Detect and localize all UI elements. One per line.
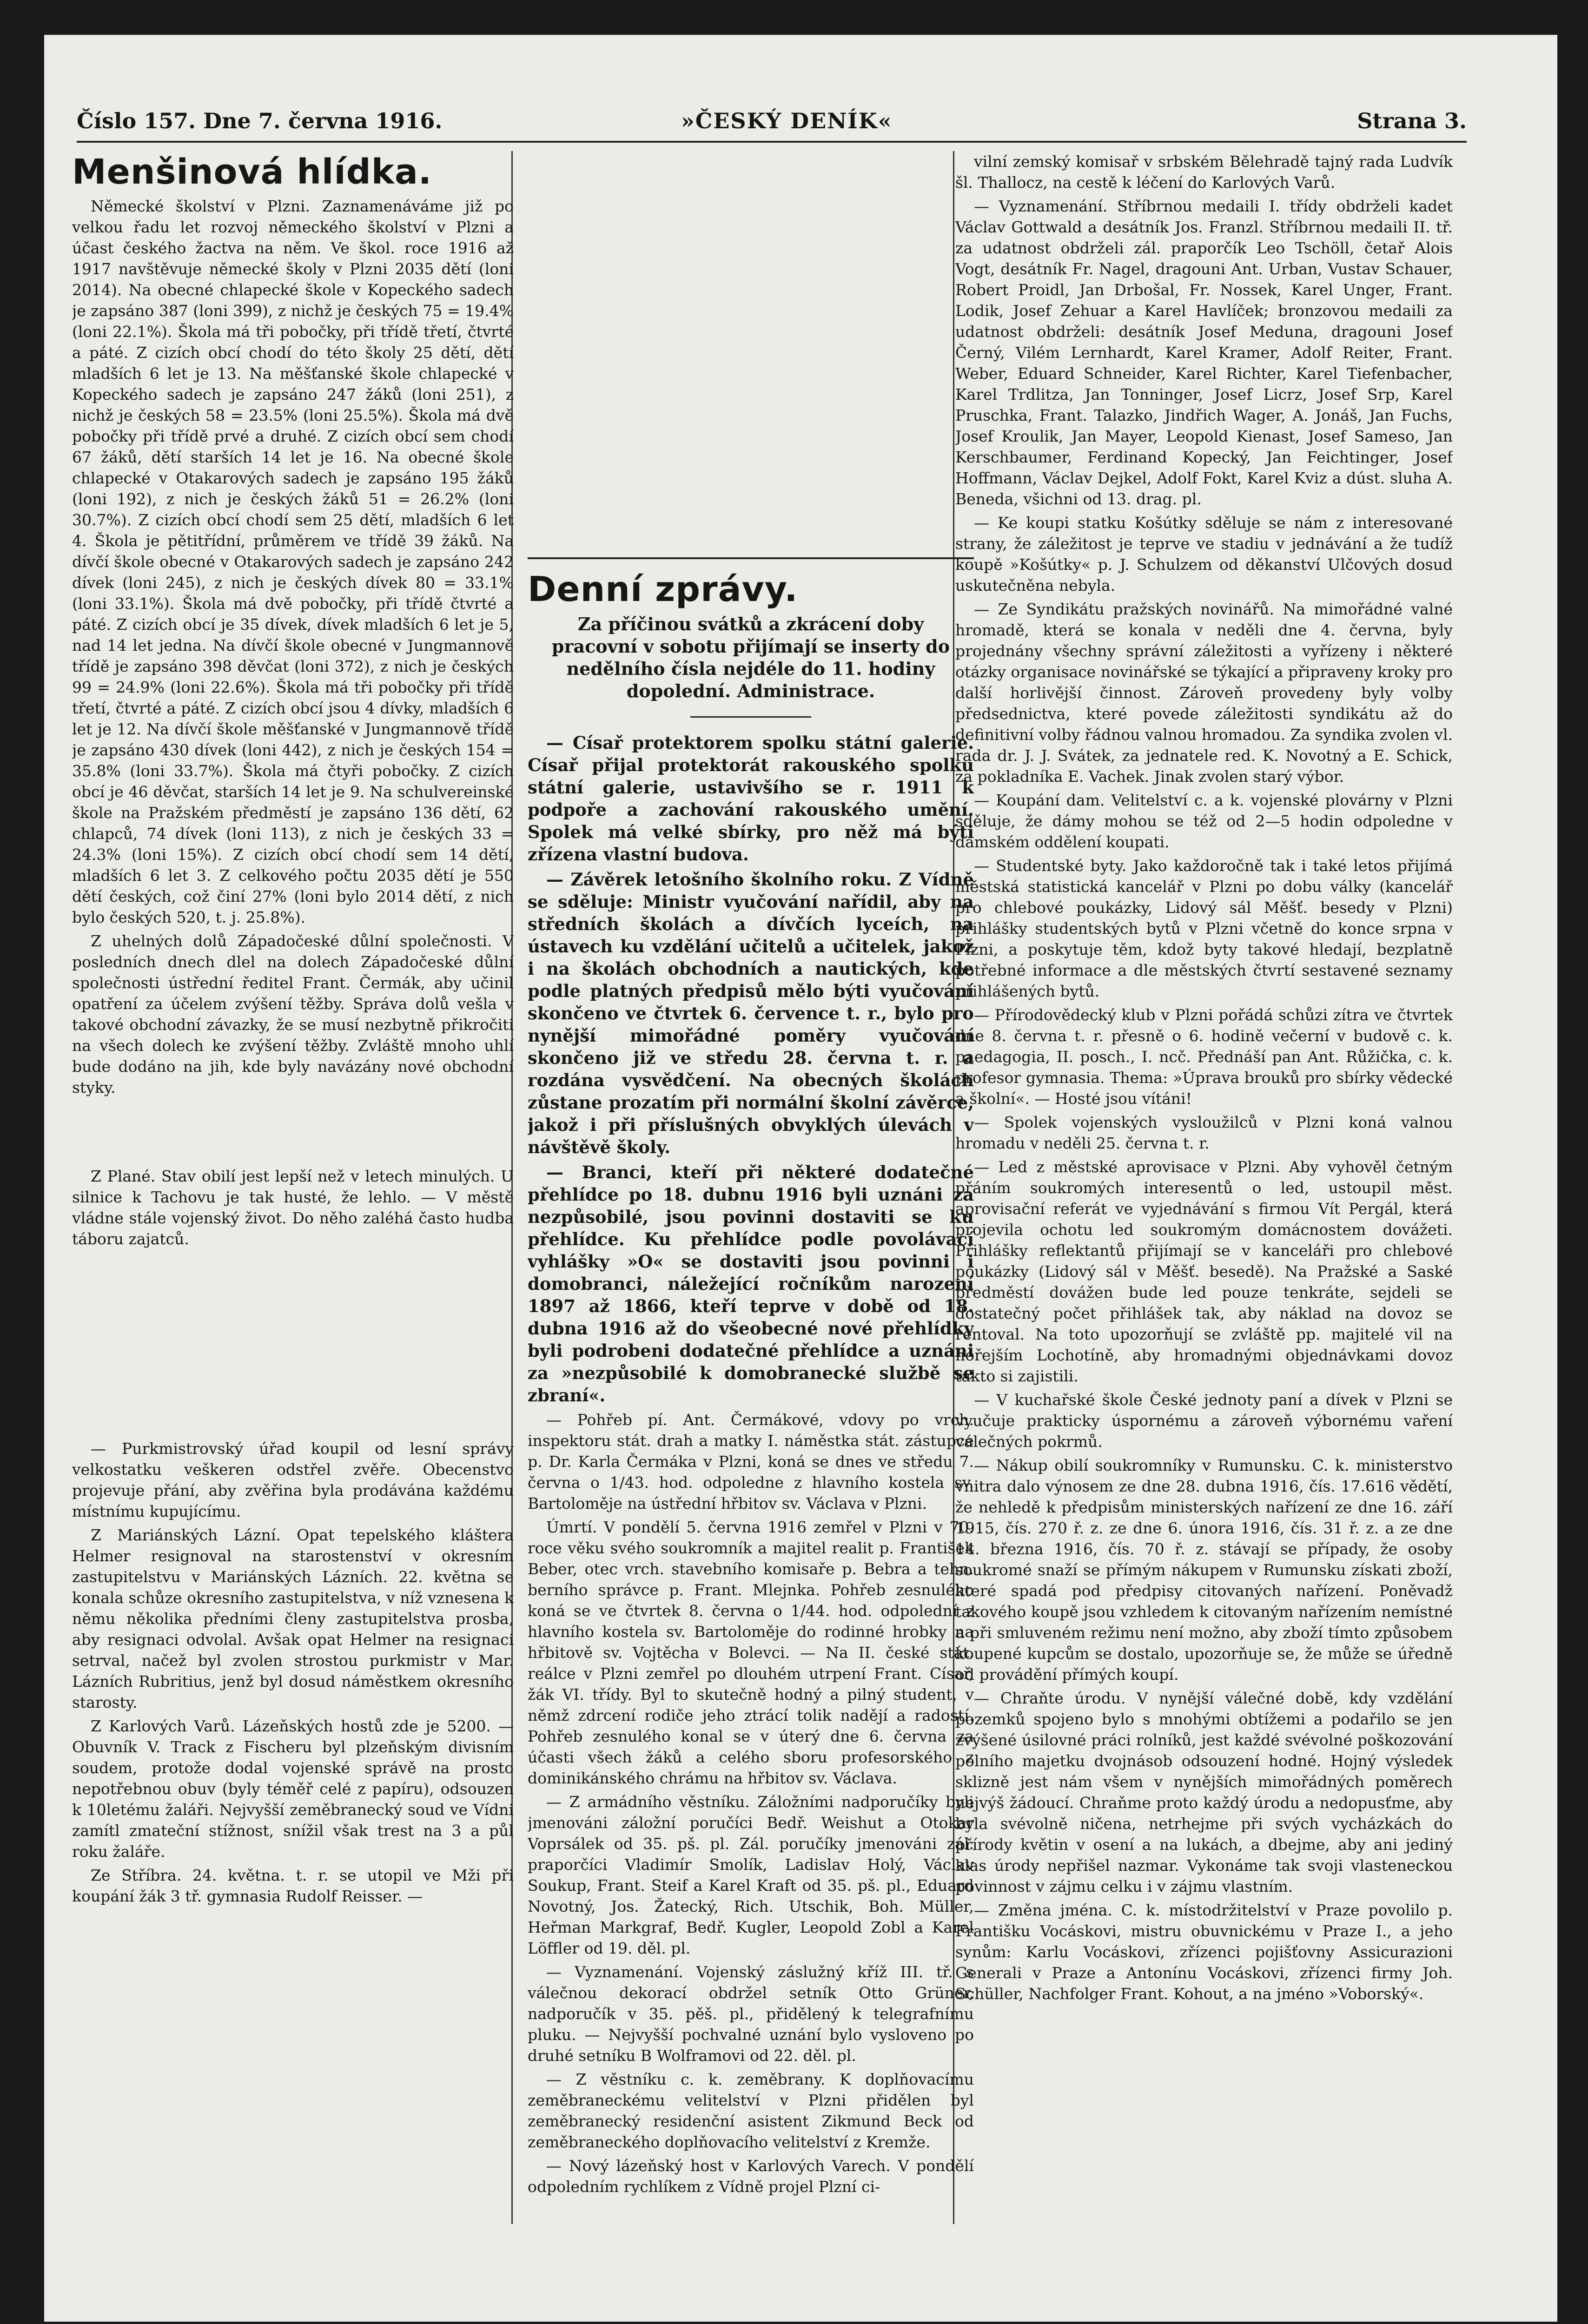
article: Z uhelných dolů Západočeské důlní společnosti. V posledních dnech dlel na dolech Západočeské důlní společnosti ústřední ředitel Frant. Čermák, aby učinil opatření za účelem zvýšení těžby. Správa dolů vešla v takové obchodní závazky, že se musí nezbytně přikročiti na všech dolech ke zvýšení těžby. Zvláště mnoho uhlí bude dodáno na jih, kde byly navázány nové obchodní styky. (72, 932, 514, 1096)
article: — Vyznamenání. Vojenský záslužný kříž III. tř. s válečnou dekorací obdržel setník Otto Grüner, nadporučík v 35. pěš. pl., přidělený k telegrafnímu pluku. — Nejvyšší pochvalné uznání bylo vysloveno po druhé setníku B Wolframovi od 22. děl. pl. (528, 1963, 974, 2065)
section-title: Menšinová hlídka. (72, 152, 432, 192)
article: — Purkmistrovský úřad koupil od lesní správy velkostatku veškeren odstřel zvěře. Obecenstvo projevuje přání, aby zvěřina byla prodávána každému místnímu kupujícímu. (72, 1439, 514, 1520)
article: Ze Stříbra. 24. května. t. r. se utopil ve Mži při koupání žák 3 tř. gymnasia Rudolf Reisser. — (72, 1866, 514, 1905)
article: Z Mariánských Lázní. Opat tepelského kláštera Helmer resignoval na starostenství v okresním zastupitelstvu v Mariánských Lázních. 22. května se konala schůze okresního zastupitelstva, v níž vznesena k němu několika předními členy zastupitelstva prosba, aby resignaci odvolal. Avšak opat Helmer na resignaci setrval, načež byl zvolen strostou purkmistr v Mar. Lázních Rubritius, jenž byl dosud náměstkem okresního starosty. (72, 1526, 514, 1711)
article: — Ze Syndikátu pražských novinářů. Na mimořádné valné hromadě, která se konala v neděli dne 4. června, byly projednány všechny správní záležitosti a vyřízeny i některé otázky organisace novinářské se týkající a připraveny kroky pro další horlivější činnost. Zároveň provedeny byly volby předsednictva, které povede záležitosti syndikátu až do definitivní volby řádnou valnou hromadou. Za syndika zvolen vl. rada dr. J. J. Svátek, za jednatele red. K. Novotný a E. Schick, za pokladníka E. Vachek. Jinak zvolen starý výbor. (955, 600, 1453, 786)
page-header (77, 108, 1467, 141)
article: — Vyznamenání. Stříbrnou medaili I. třídy obdrželi kadet Václav Gottwald a desátník Jos. Franzl. Stříbrnou medaili II. tř. za udatnost obdrželi zál. praporčík Leo Tschöll, četař Alois Vogt, desátník Fr. Nagel, dragouni Ant. Urban, Vustav Schauer, Robert Proidl, Jan Drbošal, Fr. Nossek, Karel Unger, Frant. Lodik, Josef Zehuar a Karel Havlíček; bronzovou medaili za udatnost obdrželi: desátník Josef Meduna, dragouni Josef Černý, Vilém Lernhardt, Karel Kramer, Adolf Reiter, Frant. Weber, Eduard Schneider, Karel Richter, Karel Tiefenbacher, Karel Trdlitza, Jan Tonninger, Josef Licrz, Josef Srp, Karel Pruschka, Frant. Talazko, Jindřich Wager, A. Jonáš, Jan Fuchs, Josef Kroulik, Jan Mayer, Leopold Kienast, Josef Sameso, Jan Kerschbaumer, Ferdinand Kopecký, Jan Feichtinger, Josef Hoffmann, Václav Dejkel, Adolf Fokt, Karel Kviz a dúst. sluha A. Beneda, všichni od 13. drag. pl. (955, 197, 1453, 508)
paper-name: »ČESKÝ DENÍK« (681, 108, 893, 133)
column-minority-watch (72, 151, 514, 2298)
article: — Nákup obilí soukromníky v Rumunsku. C. k. ministerstvo vnitra dalo výnosem ze dne 28. dubna 1916, čís. 17.616 vědětí, že nehledě k předpisům ministerských nařízení ze dne 16. září 1915, čís. 270 ř. z. ze dne 6. února 1916, čís. 31 ř. z. a ze dne 14. března 1916, čís. 70 ř. z. stávají se případy, že osoby soukromé snaží se přímým nákupem v Rumunsku získati zboží, které spadá pod předpisy citovaných nařízení. Poněvadž takového koupě jsou vzhledem k citovaným nařízením nemístné a při smluveném režimu není možno, aby zboží tímto způsobem koupené kupcům se dostalo, upozorňuje se, že může se úředně od provádění přímých koupí. (955, 1456, 1453, 1684)
article: Z Plané. Stav obilí jest lepší než v letech minulých. U silnice k Tachovu je tak husté, že lehlo. — V městě vládne stále vojenský život. Do něho zaléhá často hudba táboru zajatců. (72, 1167, 514, 1248)
article: — Z armádního věstníku. Záložními nadporučíky byli jmenováni záložní poručíci Bedř. Weishut a Otokar Voprsálek od 35. pš. pl. Zál. poručíky jmenováni zál. praporčíci Vladimír Smolík, Ladislav Holý, Václav Soukup, Frant. Steif a Karel Kraft od 35. pš. pl., Eduard Novotný, Jos. Žatecký, Rich. Utschik, Boh. Müller, Heřman Markgraf, Bedř. Kugler, Leopold Zobl a Karel Löffler od 19. děl. pl. (528, 1793, 974, 1957)
section-rule (528, 557, 974, 559)
article: — Chraňte úrodu. V nynější válečné době, kdy vzdělání pozemků spojeno bylo s mnohými obtížemi a podařilo se jen zvýšené úsilovné práci rolníků, jest každé svévolné poškozování polního majetku dvojnásob odsouzení hodné. Hojný výsledek sklizně jest nám všem v nynějších mimořádných poměrech nejvýš žádoucí. Chraňme proto každý úrodu a nedopusťme, aby byla svévolně ničena, netrhejme při svých vycházkách do přírody květin v osení a na lukách, a dbejme, aby ani jediný klas úrody nepřišel nazmar. Vykonáme tak svoji vlasteneckou povinnost v zájmu celku i v zájmu vlastním. (955, 1689, 1453, 1895)
newspaper-page (44, 35, 1557, 2322)
article: — Koupání dam. Velitelství c. a k. vojenské plovárny v Plzni sděluje, že dámy mohou se též od 2—5 hodin odpoledne v dámském oddělení koupati. (955, 791, 1453, 851)
admin-notice: Za příčinou svátků a zkrácení doby pracovní v sobotu přijímají se inserty do nedělního čísla nejdéle do 11. hodiny dopolední. Administrace. (551, 614, 950, 701)
article: — Spolek vojenských vysloužilců v Plzni koná valnou hromadu v neděli 25. června t. r. (955, 1113, 1453, 1152)
notice-rule (690, 716, 811, 718)
column-news-continued (955, 151, 1453, 2298)
article: — Přírodovědecký klub v Plzni pořádá schůzi zítra ve čtvrtek dne 8. června t. r. přesně o 6. hodině večerní v budově c. k. paedagogia, II. posch., I. ncč. Přednáší pan Ant. Růžička, c. k. profesor gymnasia. Thema: »Úprava brouků pro sbírky vědecké a školní«. — Hosté jsou vítáni! (955, 1006, 1453, 1108)
article: Z Karlových Varů. Lázeňských hostů zde je 5200. — Obuvník V. Track z Fischeru byl plzeňským divisním soudem, protože dodal vojenské správě na prosto nepotřebnou obuv (byly téměř celé z papíru), odsouzen k 10letému žaláři. Nejvyšší zeměbranecký soud ve Vídni zamítl zmateční stížnost, snížil však trest na 3 a půl roku žaláře. (72, 1717, 514, 1861)
article: — Ke koupi statku Košútky sděluje se nám z interesované strany, že záležitost je teprve ve stadiu v jednávání a že tudíž koupě »Košútky« p. J. Schulzem od děkanství Ulčových dosud uskutečněna nebyla. (955, 514, 1453, 594)
article: Německé školství v Plzni. Zaznamenáváme již po velkou řadu let rozvoj německého školství v Plzni a účast českého žactva na něm. Ve škol. roce 1916 až 1917 navštěvuje německé školy v Plzni 2035 dětí (loni 2014). Na obecné chlapecké škole v Kopeckého sadech je zapsáno 387 (loni 399), z nichž je českých 75 = 19.4% (loni 22.1%). Škola má tři pobočky, při třídě třetí, čtvrté a páté. Z cizích obcí chodí do této školy 25 dětí, dětí mladších 6 let je 13. Na měšťanské škole chlapecké v Kopeckého sadech je zapsáno 247 žáků (loni 251), z nichž je českých 58 = 23.5% (loni 25.5%). Škola má dvě pobočky při třídě prvé a druhé. Z cizích obcí sem chodí 67 žáků, dětí starších 14 let je 16. Na obecné škole chlapecké v Otakarových sadech je zapsáno 195 žáků (loni 192), z nich je českých žáků 51 = 26.2% (loni 30.7%). Z cizích obcí chodí sem 25 dětí, mladších 6 let 4. Škola je pětitřídní, průměrem ve třídě 39 žáků. Na dívčí škole obecné v Otakarových sadech je zapsáno 242 dívek (loni 245), z nich je českých dívek 80 = 33.1% (loni 33.1%). Škola má dvě pobočky, při třídě čtvrté a páté. Z cizích obcí je 35 dívek, dívek mladších 6 let je 5, nad 14 let jedna. Na dívčí škole obecné v Jungmannově třídě je zapsáno 398 děvčat (loni 372), z nich je českých 99 = 24.9% (loni 22.6%). Škola má tři pobočky při třídě třetí, čtvrté a páté. Z cizích obcí jsou 4 dívky, mladších 6 let je 12. Na dívčí škole měšťanské v Jungmannově třídě je zapsáno 430 dívek (loni 442), z nich je českých 154 = 35.8% (loni 33.7%). Škola má čtyři pobočky. Z cizích obcí je 46 děvčat, starších 14 let je 9. Na schulvereinské škole na Pražském předměstí je zapsáno 136 dětí, 62 chlapců, 74 dívek (loni 113), z nich je českých 33 = 24.3% (loni 15%). Z cizích obcí chodí sem 14 dětí, mladších 6 let 3. Z celkového počtu 2035 dětí je 550 dětí českých, což činí 27% (loni bylo 2014 dětí, z nich bylo českých 520, t. j. 25.8%). (72, 197, 514, 926)
article: — Pohřeb pí. Ant. Čermákové, vdovy po vrch. inspektoru stát. drah a matky I. náměstka stát. zástupce p. Dr. Karla Čermáka v Plzni, koná se dnes ve středu 7. června o 1/43. hod. odpoledne z hlavního kostela sv. Bartoloměje na ústřední hřbitov sv. Václava v Plzni. (528, 1411, 974, 1512)
article: — Změna jména. C. k. místodržitelství v Praze povolilo p. Františku Vocáskovi, mistru obuvnickému v Praze I., a jeho synům: Karlu Vocáskovi, zřízenci pojišťovny Assicurazioni Generali v Praze a Antonínu Vocáskovi, zřízenci firmy Joh. Schüller, Nachfolger Frant. Kohout, a na jméno »Voborský«. (955, 1901, 1453, 2003)
article: vilní zemský komisař v srbském Bělehradě tajný rada Ludvík šl. Thallocz, na cestě k léčení do Karlových Varů. (955, 152, 1453, 191)
article: — Závěrek letošního školního roku. Z Vídně se sděluje: Ministr vyučování nařídil, aby na středních školách a dívčích lyceích, na ústavech ku vzdělání učitelů a učitelek, jakož i na školách obchodních a nautických, kde podle platných předpisů mělo býti vyučování skončeno ve čtvrtek 6. července t. r., bylo pro nynější mimořádné poměry vyučování skončeno již ve středu 28. června t. r. a rozdána vysvědčení. Na obecných školách zůstane prozatím při normální školní závěrce, jakož i při příslušných obvyklých úlevách v návštěvě školy. (528, 869, 974, 1157)
column-daily-news (528, 151, 974, 2298)
issue-date: Číslo 157. Dne 7. června 1916. (77, 108, 443, 133)
header-rule (77, 141, 1467, 143)
article: Úmrtí. V pondělí 5. června 1916 zemřel v Plzni v 70. roce věku svého soukromník a majitel realit p. František Beber, otec vrch. stavebního komisaře p. Bebra a tehn. berního správce p. Frant. Mlejnka. Pohřeb zesnulého koná se ve čtvrtek 8. června o 1/44. hod. odpolední z hlavního kostela sv. Bartoloměje do rodinné hrobky na hřbitově sv. Vojtěcha v Bolevci. — Na II. české stát. reálce v Plzni zemřel po dlouhém utrpení Frant. Císař, žák VI. třídy. Byl to skutečně hodný a pilný student, v němž zdrcení rodiče jeho ztrácí tolik nadějí a radostí. Pohřeb zesnulého konal se v úterý dne 6. června za účasti všech žáků a celého sboru profesorského z dominikánského chrámu na hřbitov sv. Václava. (528, 1518, 974, 1787)
article: — Císař protektorem spolku státní galerie. Císař přijal protektorát rakouského spolku státní galerie, ustavivšího se r. 1911 k podpoře a zachování rakouského umění. Spolek má velké sbírky, pro něž má býti zřízena vlastní budova. (528, 733, 974, 865)
article: — Studentské byty. Jako každoročně tak i také letos přijímá městská statistická kancelář v Plzni po dobu války (kancelář pro chlebové poukázky, Lidový sál Měšť. besedy v Plzni) přihlášky studentských bytů v Plzni včetně do konce srpna v Plzni, a poskytuje těm, kdož byty takové hledají, bezplatně potřebné informace a dle městských čtvrtí sestavené seznamy přihlášených bytů. (955, 857, 1453, 1000)
page-number: Strana 3. (1357, 108, 1467, 133)
article: — Branci, kteří při některé dodatečné přehlídce po 18. dubnu 1916 byli uznáni za nezpůsobilé, jsou povinni dostaviti se ku přehlídce. Ku přehlídce podle povolávací vyhlášky »O« se dostaviti jsou povinni i domobranci, náležející ročníkům narození 1897 až 1866, kteří teprve v době od 18. dubna 1916 až do všeobecné nové přehlídky byli podrobeni dodatečné přehlídce a uznáni za »nezpůsobilé k domobranecké službě se zbraní«. (528, 1162, 974, 1406)
article: — Led z městské aprovisace v Plzni. Aby vyhověl četným přáním soukromých interesentů o led, ustoupil měst. aprovisační referát ve vyjednávání s firmou Vít Pergál, která projevila ochotu led soukromým domácnostem dovážeti. Přihlášky reflektantů přijímají se v kanceláři pro chlebové poukázky (Lidový sál v Měšť. besedě). Na Pražské a Saské předměstí dovážen bude led pouze tenkráte, sejdeli se dostatečný počet přihlášek tak, aby náklad na dovoz se rentoval. Na toto upozorňují se zvláště pp. majitelé vil na hořejším Lochotíně, aby hromadnými objednávkami dovoz takto si zajistili. (955, 1158, 1453, 1385)
article: — Nový lázeňský host v Karlových Varech. V pondělí odpoledním rychlíkem z Vídně projel Plzní ci- (528, 2157, 974, 2196)
section-title: Denní zprávy. (528, 569, 798, 609)
article: — V kuchařské škole České jednoty paní a dívek v Plzni se vyučuje prakticky úspornému a zároveň výbornému vaření válečných pokrmů. (955, 1391, 1453, 1451)
article: — Z věstníku c. k. zeměbrany. K doplňovacímu zeměbraneckému velitelství v Plzni přidělen byl zeměbranecký residenční asistent Zikmund Beck od zeměbraneckého doplňovacího velitelství z Kremže. (528, 2070, 974, 2151)
